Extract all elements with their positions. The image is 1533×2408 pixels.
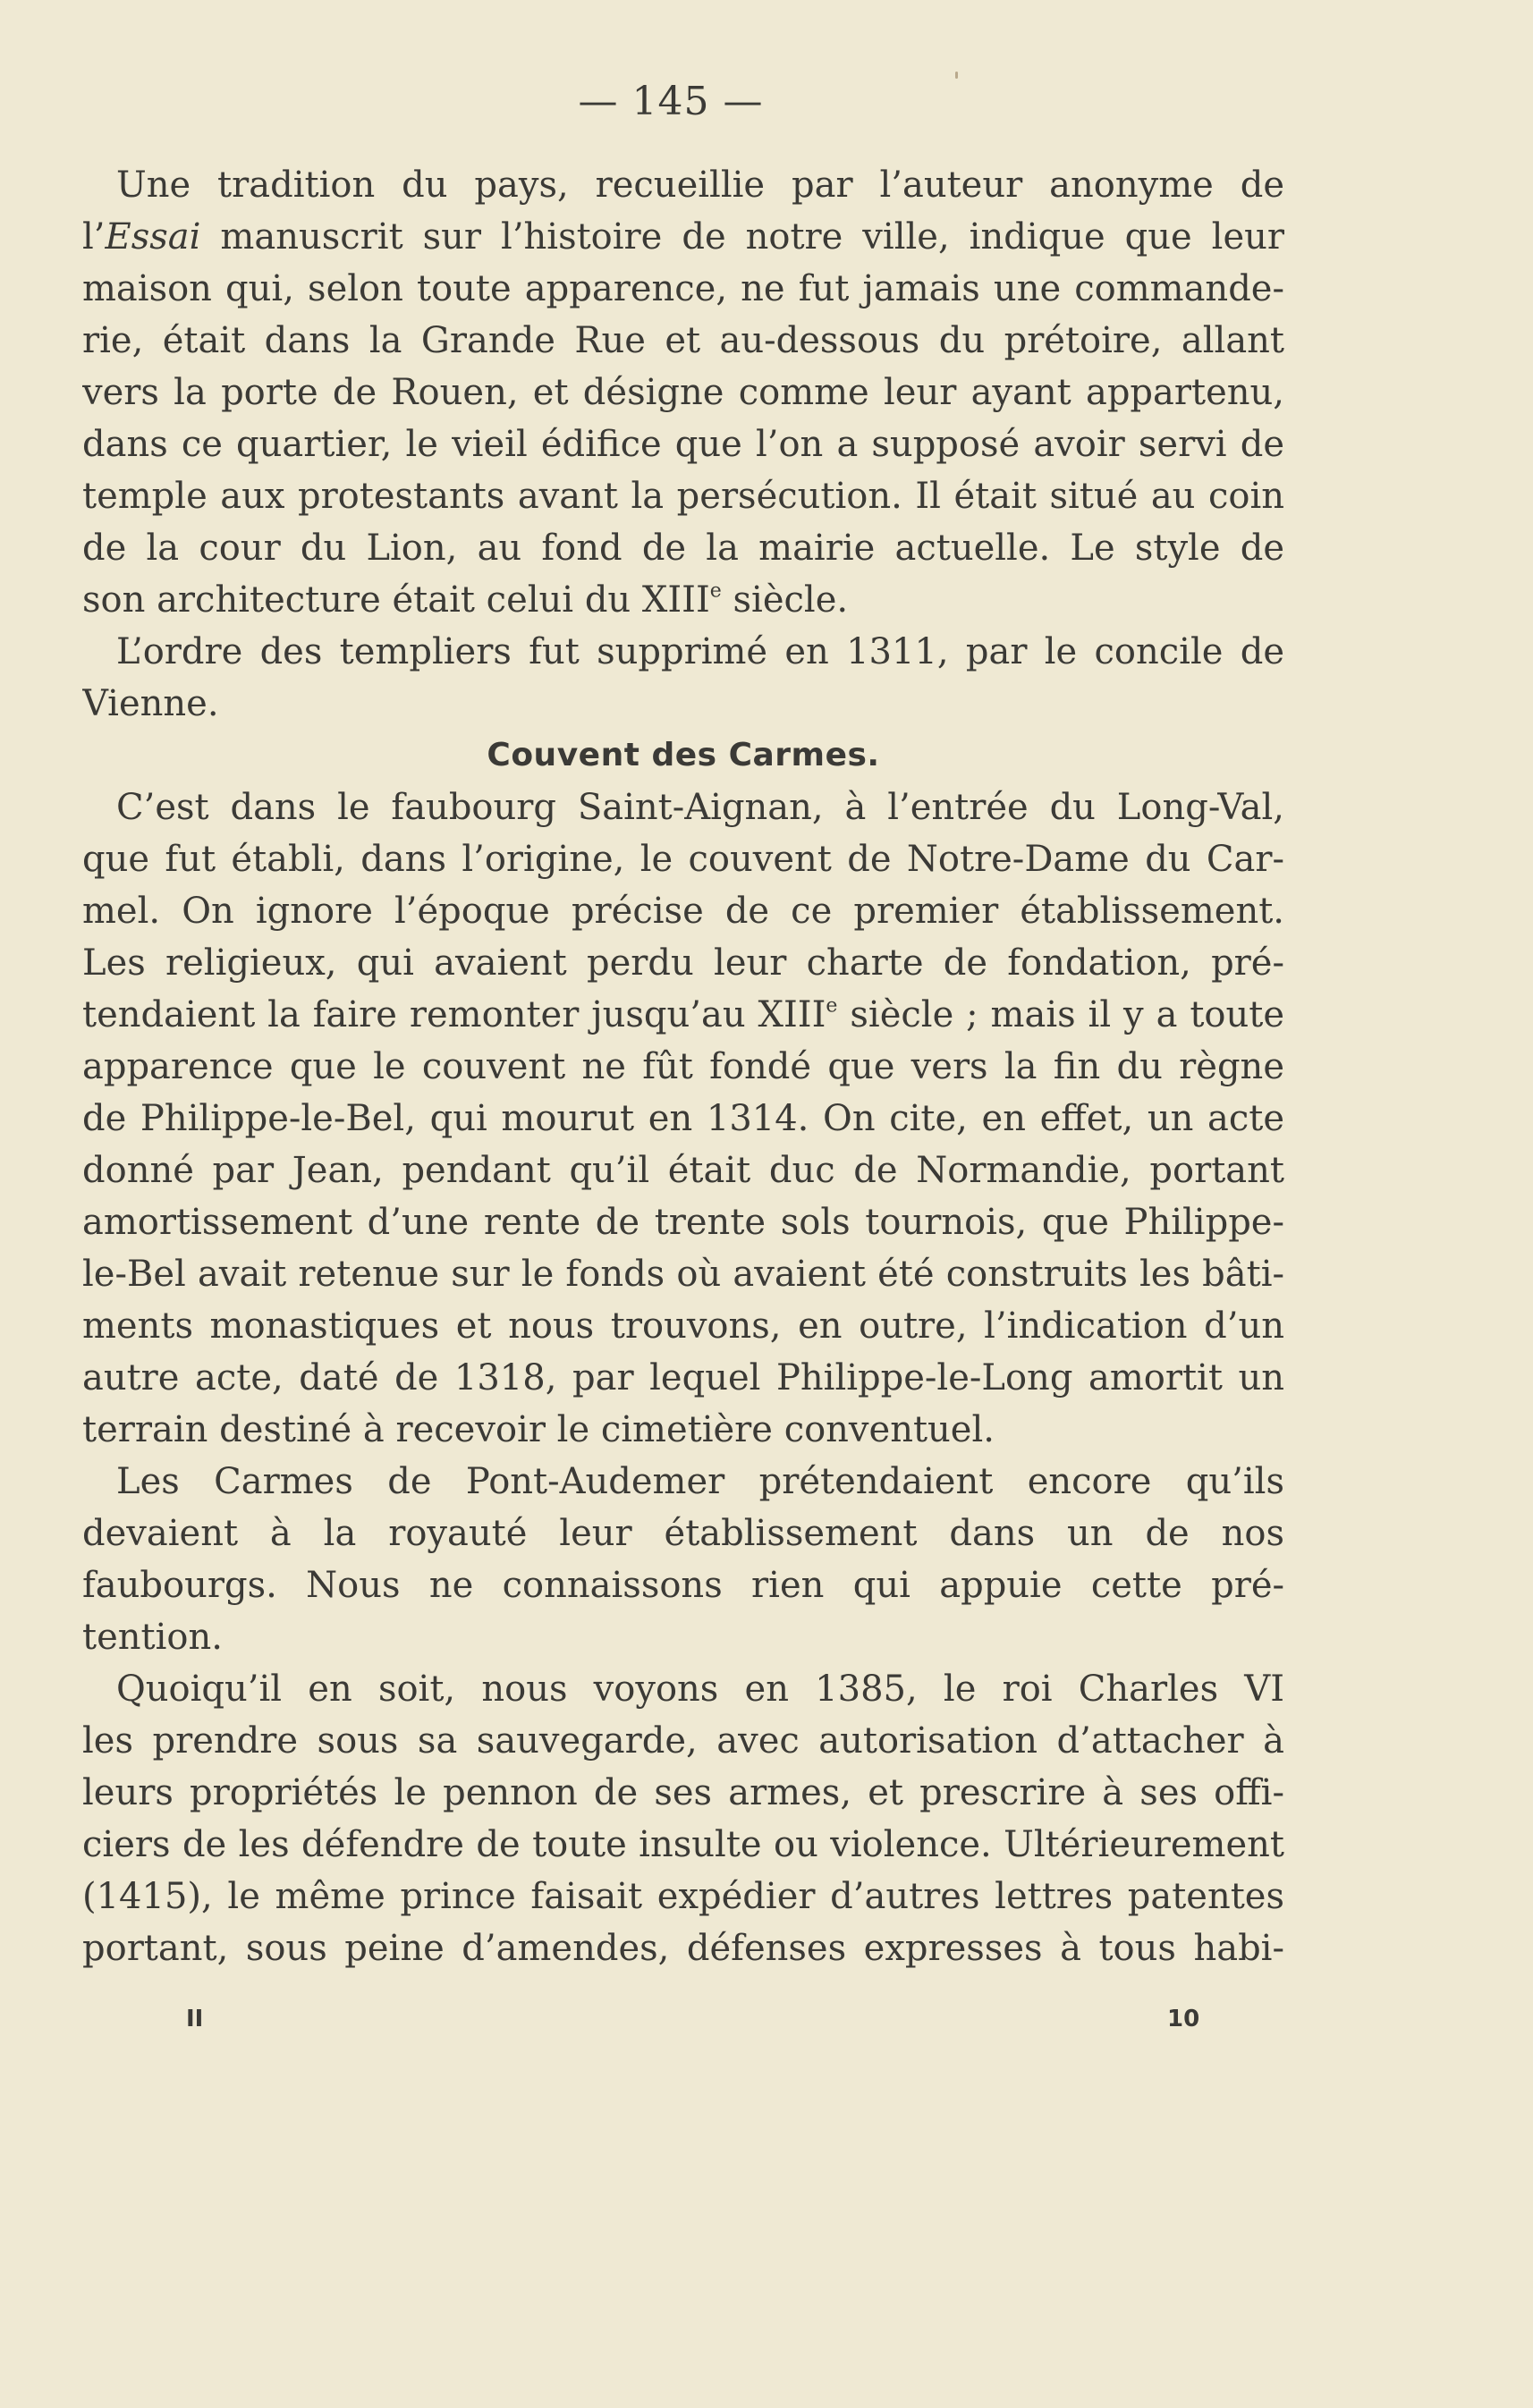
text-line: C’est dans le faubourg Saint-Aignan, à l’entrée du Long-Val,: [116, 787, 1284, 828]
page-number: — 145 —: [578, 79, 764, 124]
paper-speck: [955, 72, 958, 79]
line-end: siècle ; mais il y a toute: [850, 994, 1284, 1035]
text-line: [82, 574, 1284, 626]
text-line: tention.: [82, 1617, 223, 1658]
body-text: [82, 159, 1284, 1974]
text-line: Quoiqu’il en soit, nous voyons en 1385, le roi Charles VI: [116, 1669, 1284, 1710]
line-start: tendaient la faire remonter jusqu’au XIII: [82, 994, 826, 1035]
text-line: le-Bel avait retenue sur le fonds où avaient été construits les bâti-: [82, 1254, 1284, 1295]
text-line: Une tradition du pays, recueillie par l’auteur anonyme de: [116, 165, 1284, 206]
text-line: temple aux protestants avant la persécution. Il était situé au coin: [82, 476, 1284, 517]
text-line: maison qui, selon toute apparence, ne fut jamais une commande-: [82, 268, 1284, 309]
text-line: que fut établi, dans l’origine, le couvent de Notre-Dame du Car-: [82, 839, 1284, 880]
superscript: e: [826, 994, 838, 1018]
line-start: son architecture était celui du XIII: [82, 579, 710, 621]
signature-mark-gathering: 10: [1167, 2006, 1200, 2032]
text-line: dans ce quartier, le vieil édifice que l’on a supposé avoir servi de: [82, 424, 1284, 465]
text-line: portant, sous peine d’amendes, défenses expresses à tous habi-: [82, 1928, 1284, 1969]
text-line: mel. On ignore l’époque précise de ce premier établissement.: [82, 891, 1284, 932]
text-line: autre acte, daté de 1318, par lequel Philippe-le-Long amortit un: [82, 1357, 1284, 1398]
text-line: ciers de les défendre de toute insulte ou violence. Ultérieurement: [82, 1824, 1284, 1865]
text-line: L’ordre des templiers fut supprimé en 1311, par le concile de: [116, 631, 1284, 672]
text-line: leurs propriétés le pennon de ses armes, et prescrire à ses offi-: [82, 1772, 1284, 1813]
text-line: faubourgs. Nous ne connaissons rien qui appuie cette pré-: [82, 1565, 1284, 1606]
text-line: devaient à la royauté leur établissement dans un de nos: [82, 1513, 1284, 1554]
text-line: donné par Jean, pendant qu’il était duc de Normandie, portant: [82, 1150, 1284, 1191]
text-line: de Philippe-le-Bel, qui mourut en 1314. On cite, en effet, un acte: [82, 1098, 1284, 1139]
article: l’: [82, 216, 106, 258]
line-end: siècle.: [733, 579, 849, 621]
signature-mark-volume: II: [186, 2006, 204, 2032]
text-line: rie, était dans la Grande Rue et au-dessous du prétoire, allant: [82, 320, 1284, 361]
superscript: e: [709, 579, 722, 603]
text-line: (1415), le même prince faisait expédier d’autres lettres patentes: [82, 1876, 1284, 1917]
page-footer: [0, 2006, 1533, 2041]
text-line: apparence que le couvent ne fût fondé que vers la fin du règne: [82, 1046, 1284, 1087]
section-heading: Couvent des Carmes.: [487, 737, 880, 773]
text-line: vers la porte de Rouen, et désigne comme leur ayant appartenu,: [82, 372, 1284, 413]
text-line: de la cour du Lion, au fond de la mairie actuelle. Le style de: [82, 528, 1284, 569]
text-line: [82, 211, 1284, 263]
italic-title: Essai: [105, 216, 201, 258]
text-line: Vienne.: [82, 683, 219, 724]
line-rest: manuscrit sur l’histoire de notre ville, indique que leur: [220, 216, 1284, 258]
text-line: les prendre sous sa sauvegarde, avec autorisation d’attacher à: [82, 1720, 1284, 1762]
text-line: terrain destiné à recevoir le cimetière conventuel.: [82, 1409, 995, 1450]
text-line: Les religieux, qui avaient perdu leur charte de fondation, pré-: [82, 942, 1284, 984]
text-line: [82, 989, 1284, 1041]
text-line: Les Carmes de Pont-Audemer prétendaient encore qu’ils: [116, 1461, 1284, 1502]
text-line: amortissement d’une rente de trente sols tournois, que Philippe-: [82, 1202, 1284, 1243]
text-line: ments monastiques et nous trouvons, en outre, l’indication d’un: [82, 1305, 1284, 1347]
